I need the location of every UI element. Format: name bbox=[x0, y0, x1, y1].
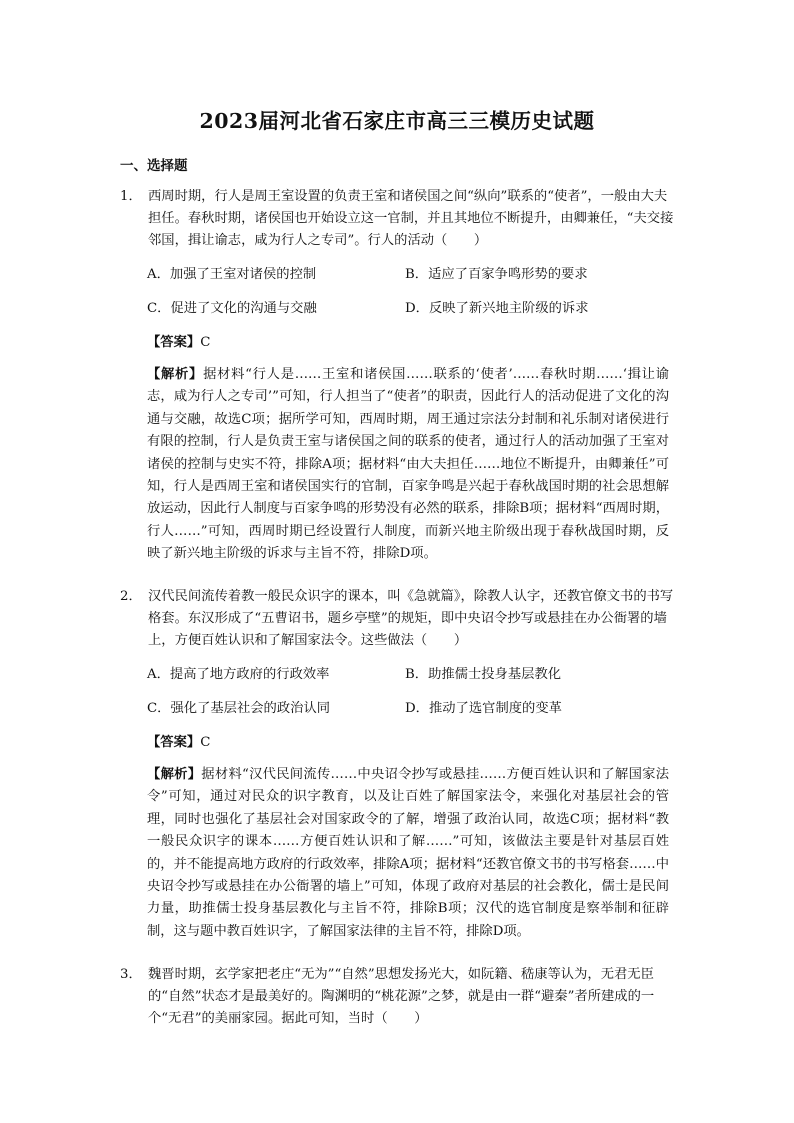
option-d: D．反映了新兴地主阶级的诉求 bbox=[405, 301, 589, 316]
option-b: B．适应了百家争鸣形势的要求 bbox=[405, 267, 588, 282]
question-number: 3． bbox=[120, 967, 142, 982]
question-1 bbox=[120, 186, 680, 252]
explanation bbox=[147, 764, 669, 943]
option-b: B．助推儒士投身基层教化 bbox=[405, 667, 562, 682]
question-stem: 西周时期，行人是周王室设置的负责王室和诸侯国之间“纵向”联系的“使者”，一般由大夫担任。春秋时期，诸侯国也开始设立这一官制，并且其地位不断提升，由卿兼任，“夫交接邻国，揖让谕志，咸为行人之专司”。行人的活动（ ） bbox=[148, 189, 674, 248]
question-2 bbox=[120, 586, 680, 652]
option-a: A．提高了地方政府的行政效率 bbox=[147, 667, 330, 682]
question-stem: 魏晋时期，玄学家把老庄“无为”“自然”思想发扬光大，如阮籍、嵇康等认为，无君无臣的“自然”状态才是最美好的。陶渊明的“桃花源”之梦，就是由一群“避秦”者所建成的一个“无君”的美丽家园。据此可知，当时（ ） bbox=[148, 967, 655, 1026]
page-title: 2023届河北省石家庄市高三三模历史试题 bbox=[199, 109, 595, 133]
answer-value: C bbox=[200, 735, 211, 750]
explanation-label: 【解析】 bbox=[147, 367, 204, 382]
answer-line bbox=[147, 331, 210, 350]
section-heading: 一、选择题 bbox=[120, 158, 188, 174]
option-a: A．加强了王室对诸侯的控制 bbox=[147, 267, 317, 282]
answer-label: 【答案】 bbox=[147, 335, 201, 350]
question-stem: 汉代民间流传着教一般民众识字的课本，叫《急就篇》，除教人认字，还教官僚文书的书写格套。东汉形成了“五曹诏书，题乡亭壁”的规矩，即中央诏令抄写或悬挂在办公衙署的墙上，方便百姓认识和了解国家法令。这些做法（ ） bbox=[148, 589, 674, 648]
explanation-text: 据材料“汉代民间流传……中央诏令抄写或悬挂……方便百姓认识和了解国家法令”可知，通过对民众的识字教育，以及让百姓了解国家法令，来强化对基层社会的管理，同时也强化了基层社会对国家政令的了解，增强了政治认同，故选C项；据材料“教一般民众识字的课本……方便百姓认识和了解……”可知，该做法主要是针对基层百姓的，并不能提高地方政府的行政效率，排除A项；据材料“还教官僚文书的书写格套……中央诏令抄写或悬挂在办公衙署的墙上”可知，体现了政府对基层的社会教化，儒士是民间力量，助推儒士投身基层教化与主旨不符，排除B项；汉代的选官制度是察举制和征辟制，这与题中教百姓识字，了解国家法律的主旨不符，排除D项。 bbox=[147, 767, 670, 939]
explanation bbox=[147, 364, 669, 566]
option-c: C．强化了基层社会的政治认同 bbox=[147, 701, 331, 716]
question-number: 1． bbox=[120, 189, 142, 204]
option-d: D．推动了选官制度的变革 bbox=[405, 701, 562, 716]
option-c: C．促进了文化的沟通与交融 bbox=[147, 301, 317, 316]
explanation-label: 【解析】 bbox=[147, 767, 202, 782]
explanation-text: 据材料“行人是……王室和诸侯国……联系的‘使者’……春秋时期……‘揖让谕志，咸为行人之专司’”可知，行人担当了“使者”的职责，因此行人的活动促进了文化的沟通与交融，故选C项；据所学可知，西周时期，周王通过宗法分封制和礼乐制对诸侯进行有限的控制，行人是负责王室与诸侯国之间的联系的使者，通过行人的活动加强了王室对诸侯的控制与史实不符，排除A项；据材料“由大夫担任……地位不断提升，由卿兼任”可知，行人是西周王室和诸侯国实行的官制，百家争鸣是兴起于春秋战国时期的社会思想解放运动，因此行人制度与百家争鸣的形势没有必然的联系，排除B项；据材料“西周时期，行人……”可知，西周时期已经设置行人制度，而新兴地主阶级出现于春秋战国时期，反映了新兴地主阶级的诉求与主旨不符，排除D项。 bbox=[147, 367, 669, 562]
answer-line bbox=[147, 731, 210, 750]
question-number: 2． bbox=[120, 589, 142, 604]
answer-label: 【答案】 bbox=[147, 735, 201, 750]
question-3 bbox=[120, 964, 680, 1030]
answer-value: C bbox=[200, 335, 211, 350]
